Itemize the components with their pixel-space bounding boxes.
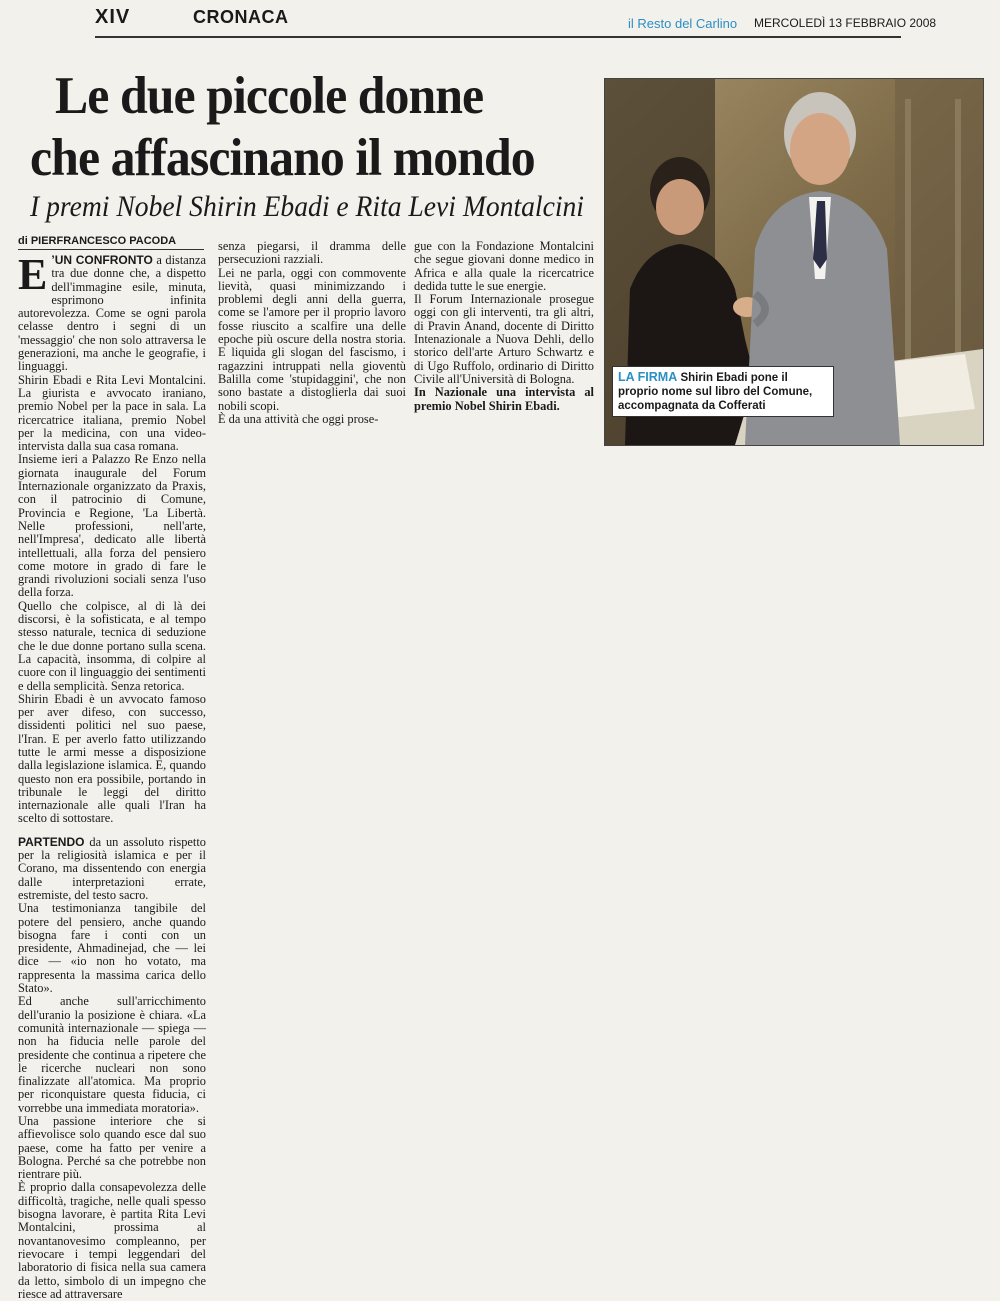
caption-text: Shirin Ebadi pone il proprio nome sul libro del Comune, accompagnata da Cofferati [618, 372, 813, 412]
caption-label: LA FIRMA [618, 370, 678, 384]
issue-date: MERCOLEDÌ 13 FEBBRAIO 2008 [754, 16, 937, 30]
paragraph: senza piegarsi, il dramma delle persecuzioni razziali. [218, 239, 406, 267]
article-column-3 [414, 240, 594, 413]
article-column-2 [218, 240, 406, 426]
paragraph-text: a distanza tra due donne che, a dispetto dell'immagine esile, minuta, esprimono infinita autorevolezza. Come se ogni parola celasse dentro i segni di un 'messaggio' che non solo attraversa le generazioni, ma anche le geografie, i linguaggi. [18, 253, 207, 374]
headline-line-2: che affascinano il mondo [30, 129, 535, 187]
headline-line-1: Le due piccole donne [55, 67, 484, 125]
paragraph: È da una attività che oggi prose- [218, 411, 379, 426]
byline: di PIERFRANCESCO PACODA [18, 235, 177, 247]
dropcap: E [18, 250, 48, 299]
paragraph: Ed anche sull'arricchimento dell'uranio la posizione è chiara. «La comunità internazionale — spiega — non ha fiducia nelle parole del presidente che continua a ripetere che le ricerche nucleari non sono finalizzate all'atomica. Ma proprio per riconquistare questa fiducia, ci vorrebbe una immediata moratoria». [18, 994, 206, 1115]
paragraph: Shirin Ebadi è un avvocato famoso per aver difeso, con successo, dissidenti politici nel suo paese, l'Iran. E per averlo fatto utilizzando tutte le armi messe a disposizione dalla legislazione islamica. E, quando questo non era possibile, portando in tribunale le leggi del diritto internazionale alle quali l'Iran ha scelto di sottostare. [18, 691, 206, 826]
page-number: XIV [95, 6, 131, 28]
paragraph-text: da un assoluto rispetto per la religiosità islamica e per il Corano, ma dissentendo con energia dalle interpretazioni errate, estremiste, del testo sacro. [18, 834, 206, 902]
paragraph: Shirin Ebadi e Rita Levi Montalcini. La giurista e avvocato iraniano, premio Nobel per la pace in sala. La ricercatrice italiana, premio Nobel per la medicina, con una video-intervista dalla sua casa romana. [18, 372, 206, 454]
paragraph [18, 836, 206, 902]
paragraph: Il Forum Internazionale prosegue oggi con gli interventi, tra gli altri, di Pravin Anand, docente di Diritto Intenazionale a Nuova Dehli, dello storico dell'arte Arturo Schwartz e di Ugo Ruffolo, ordinario di Diritto Civile all'Università di Bologna. [414, 292, 594, 386]
subtitle: I premi Nobel Shirin Ebadi e Rita Levi Montalcini [30, 190, 584, 223]
paragraph: gue con la Fondazione Montalcini che segue giovani donne medico in Africa e alla quale la ricercatrice dedida tutte le sue energie. [414, 239, 594, 293]
paragraph: Quello che colpisce, al di là dei discorsi, è la sofisticata, e al tempo stesso naturale, tecnica di seduzione che le due donne portano sulla scena. La capacità, insomma, di colpire al cuore con il linguaggio dei sentimenti e della semplicità. Senza retorica. [18, 598, 206, 693]
related-note: In Nazionale una intervista al premio Nobel Shirin Ebadi. [414, 385, 594, 413]
header-rule [95, 36, 901, 38]
photo-caption [612, 366, 834, 417]
section-lead-word: PARTENDO [18, 834, 85, 849]
paragraph: Insieme ieri a Palazzo Re Enzo nella giornata inaugurale del Forum Internazionale organizzato da Praxis, con il patrocinio di Comune, Provincia e Regione, 'La Libertà. Nelle professioni, nell'arte, nell'Impresa', dedicato alle libertà intellettuali, alla forza del pensiero come motore in grado di fare le grandi rivoluzioni sociali senza l'uso della forza. [18, 452, 206, 600]
paragraph: È proprio dalla consapevolezza delle difficoltà, tragiche, nelle quali spesso bisogna lavorare, è partita Rita Levi Montalcini, prossima al novantanovesimo compleanno, per rievocare i tempi leggendari del laboratorio di fisica nella sua camera da letto, simbolo di un impegno che riesce ad attraversare [18, 1180, 206, 1301]
lead-word: ’UN CONFRONTO [51, 253, 153, 267]
paragraph [18, 250, 207, 374]
paragraph: Una testimonianza tangibile del potere del pensiero, anche quando bisogna fare i conti con un presidente, Ahmadinejad, che — lei dice — «io non ho votato, ma rappresenta la massima carica dello Stato». [18, 901, 206, 996]
newspaper-name: il Resto del Carlino [628, 16, 738, 31]
article-column-1 [18, 250, 207, 1301]
paragraph: Lei ne parla, oggi con commovente lievità, quasi minimizzando i problemi degli anni della guerra, come se l'amore per il proprio lavoro fosse riuscito a scalfire una delle epoche più oscure della nostra storia. E liquida gli slogan del fascismo, i ragazzini intruppati nella gioventù Balilla come 'stupidaggini', che non sono bastate a distoglierla dai suoi nobili scopi. [218, 265, 406, 413]
paragraph: Una passione interiore che si affievolisce solo quando esce dal suo paese, come ha fatto per venire a Bologna. Perché sa che potrebbe non rientrare più. [18, 1114, 206, 1182]
section-name: CRONACA [193, 7, 289, 27]
